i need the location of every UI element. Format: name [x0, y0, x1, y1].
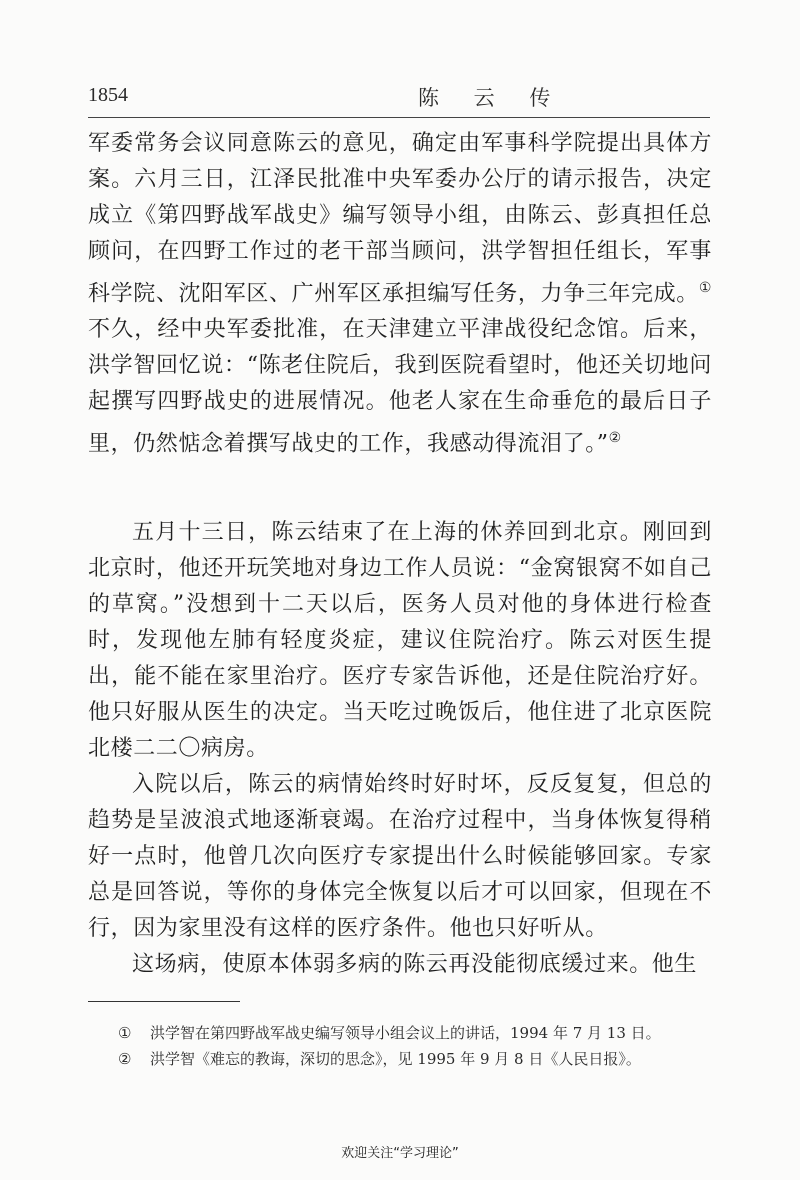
paragraph-3: 入院以后，陈云的病情始终时好时坏，反反复复，但总的趋势是呈波浪式地逐渐衰竭。在治疗过程中，当身体恢复得稍好一点时，他曾几次向医疗专家提出什么时候能够回家。专家总是回答说，等你的身体完全恢复以后才可以回家，但现在不行，因为家里没有这样的医疗条件。他也只好听从。	[88, 771, 712, 941]
paragraph-1	[88, 126, 712, 463]
footnote-1-text: 洪学智在第四野战军战史编写领导小组会议上的讲话，1994 年 7 月 13 日。	[150, 1024, 661, 1042]
footnote-rule	[88, 1001, 240, 1002]
paragraph-2: 五月十三日，陈云结束了在上海的休养回到北京。刚回到北京时，他还开玩笑地对身边工作人员说：“金窝银窝不如自己的草窝。”没想到十二天以后，医务人员对他的身体进行检查时，发现他左肺有轻度炎症，建议住院治疗。陈云对医生提出，能不能在家里治疗。医疗专家告诉他，还是住院治疗好。他只好服从医生的决定。当天吃过晚饭后，他住进了北京医院北楼二二〇病房。	[88, 519, 712, 761]
paragraph-1-text-continued: 不久，经中央军委批准，在天津建立平津战役纪念馆。后来，洪学智回忆说：“陈老住院后，我到医院看望时，他还关切地问起撰写四野战史的进展情况。他老人家在生命垂危的最后日子里，仍然惦念着撰写战史的工作，我感动得流泪了。”	[88, 317, 712, 457]
page-number: 1854	[88, 84, 128, 106]
footnote-2-mark: ②	[118, 1050, 132, 1068]
footnote-ref-2: ②	[608, 430, 622, 447]
footnote-ref-1: ①	[698, 280, 712, 296]
paragraph-4: 这场病，使原本体弱多病的陈云再没能彻底缓过来。他生	[132, 951, 698, 977]
footnotes	[118, 1020, 718, 1072]
page-header	[88, 80, 710, 114]
footnote-2	[118, 1046, 718, 1072]
footnote-1-mark: ①	[118, 1024, 132, 1042]
paragraph-1-text: 军委常务会议同意陈云的意见，确定由军事科学院提出具体方案。六月三日，江泽民批准中央军委办公厅的请示报告，决定成立《第四野战军战史》编写领导小组，由陈云、彭真担任总顾问，在四野工作过的老干部当顾问，洪学智担任组长，军事科学院、沈阳军区、广州军区承担编写任务，力争三年完成。	[88, 131, 712, 307]
footnote-1	[118, 1020, 718, 1046]
footnote-2-text: 洪学智《难忘的教诲，深切的思念》，见 1995 年 9 月 8 日《人民日报》。	[150, 1050, 641, 1068]
footer-caption: 欢迎关注“学习理论”	[341, 1146, 459, 1161]
running-title: 陈 云 传	[418, 86, 565, 110]
body-text	[88, 126, 712, 983]
header-rule	[88, 117, 710, 118]
